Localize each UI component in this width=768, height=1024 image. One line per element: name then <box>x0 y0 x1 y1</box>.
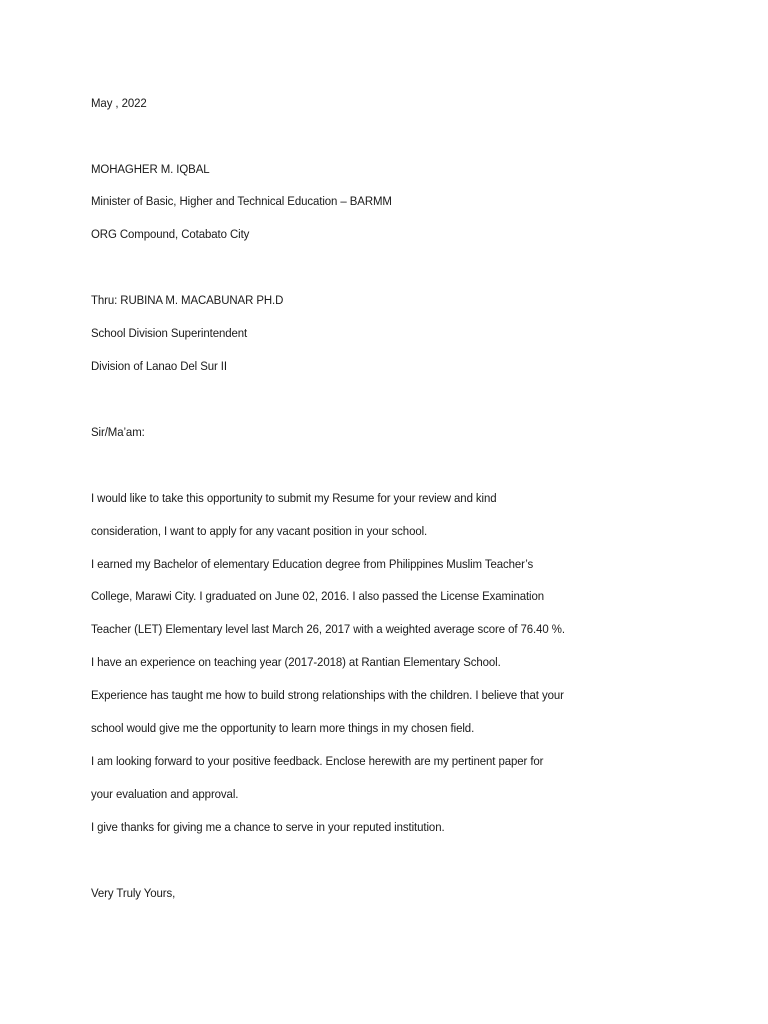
recipient-name: MOHAGHER M. IQBAL <box>91 162 210 176</box>
thru-office: Division of Lanao Del Sur II <box>91 359 227 373</box>
closing: Very Truly Yours, <box>91 886 176 900</box>
salutation: Sir/Ma’am: <box>91 425 145 439</box>
body-line: consideration, I want to apply for any vacant position in your school. <box>91 524 428 538</box>
body-line: I would like to take this opportunity to submit my Resume for your review and kind <box>91 491 497 505</box>
body-line: College, Marawi City. I graduated on June 02, 2016. I also passed the License Examination <box>91 589 545 603</box>
body-line: I am looking forward to your positive feedback. Enclose herewith are my pertinent paper for <box>91 754 544 768</box>
body-line: Experience has taught me how to build strong relationships with the children. I believe that your <box>91 688 564 702</box>
body-line: I give thanks for giving me a chance to serve in your reputed institution. <box>91 820 445 834</box>
body-line: school would give me the opportunity to learn more things in my chosen field. <box>91 721 475 735</box>
thru-name: Thru: RUBINA M. MACABUNAR PH.D <box>91 293 284 307</box>
thru-title: School Division Superintendent <box>91 326 248 340</box>
body-line: I earned my Bachelor of elementary Education degree from Philippines Muslim Teacher’s <box>91 557 534 571</box>
body-line: I have an experience on teaching year (2017-2018) at Rantian Elementary School. <box>91 655 501 669</box>
recipient-title: Minister of Basic, Higher and Technical Education – BARMM <box>91 194 392 208</box>
recipient-address: ORG Compound, Cotabato City <box>91 227 250 241</box>
body-line: your evaluation and approval. <box>91 787 239 801</box>
body-line: Teacher (LET) Elementary level last March 26, 2017 with a weighted average score of 76.40 %. <box>91 622 565 636</box>
letter-date: May , 2022 <box>91 96 147 110</box>
